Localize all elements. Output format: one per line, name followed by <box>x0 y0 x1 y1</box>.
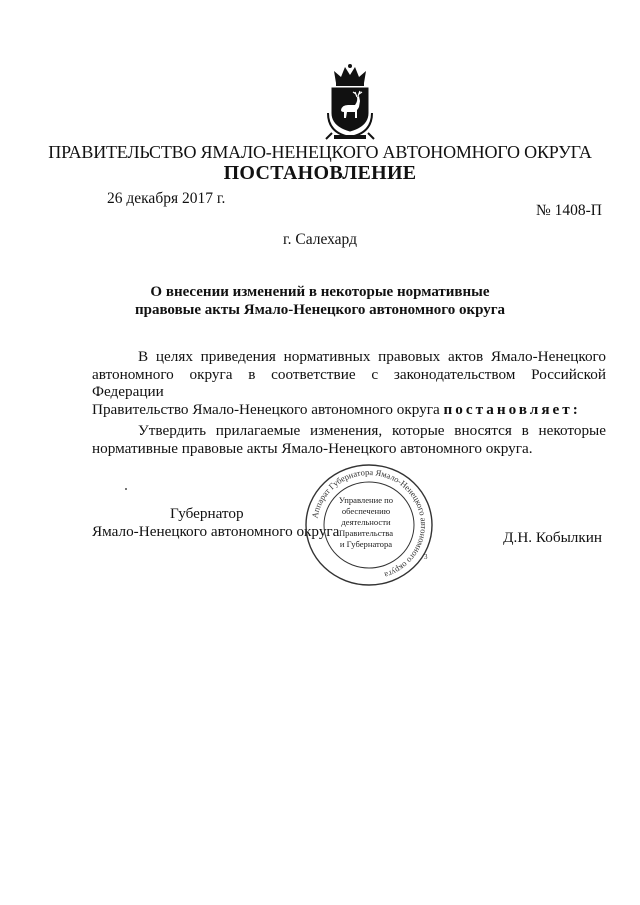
signatory-title-line-1: Губернатор <box>170 505 244 522</box>
paragraph-1-line-1: В целях приведения нормативных правовых актов Ямало-Ненецкого <box>138 348 606 365</box>
stamp-line-3: деятельности <box>341 517 391 527</box>
stray-mark <box>125 488 127 490</box>
signatory-name: Д.Н. Кобылкин <box>503 529 602 546</box>
crown-icon <box>334 64 366 86</box>
paragraph-1-line-3-text: Правительство Ямало-Ненецкого автономного округа <box>92 400 440 418</box>
document-city: г. Салехард <box>283 231 357 248</box>
document-title-line-1: О внесении изменений в некоторые нормативные <box>150 284 490 300</box>
stamp-number: 3 <box>424 553 428 561</box>
official-stamp <box>304 463 434 588</box>
coat-of-arms-emblem <box>322 63 378 141</box>
paragraph-2-line-2: нормативные правовые акты Ямало-Ненецкого автономного округа. <box>92 439 533 457</box>
stamp-line-2: обеспечению <box>341 506 391 516</box>
stamp-line-1: Управление по <box>338 495 394 505</box>
paragraph-2 <box>92 422 606 457</box>
document-number: № 1408-П <box>535 202 602 219</box>
paragraph-1 <box>92 348 606 418</box>
document-title-line-2: правовые акты Ямало-Ненецкого автономного округа <box>134 302 506 318</box>
stamp-line-5: и Губернатора <box>339 539 393 549</box>
paragraph-1-line-3 <box>92 401 606 419</box>
document-type: ПОСТАНОВЛЕНИЕ <box>223 162 417 184</box>
paragraph-1-line-2: автономного округа в соответствие с законодательством Российской Федерации <box>92 365 606 400</box>
stamp-line-4: Правительства <box>338 528 394 538</box>
paragraph-2-line-1: Утвердить прилагаемые изменения, которые вносятся в некоторые <box>138 422 606 439</box>
stamp-outer-text: Аппарат Губернатора Ямало-Ненецкого автономного округа <box>309 466 430 581</box>
signatory-title-line-2: Ямало-Ненецкого автономного округа <box>92 523 340 540</box>
decree-keyword: постановляет: <box>443 400 581 418</box>
document-date: 26 декабря 2017 г. <box>107 190 226 207</box>
organization-name: ПРАВИТЕЛЬСТВО ЯМАЛО-НЕНЕЦКОГО АВТОНОМНОГО ОКРУГА <box>48 142 592 162</box>
